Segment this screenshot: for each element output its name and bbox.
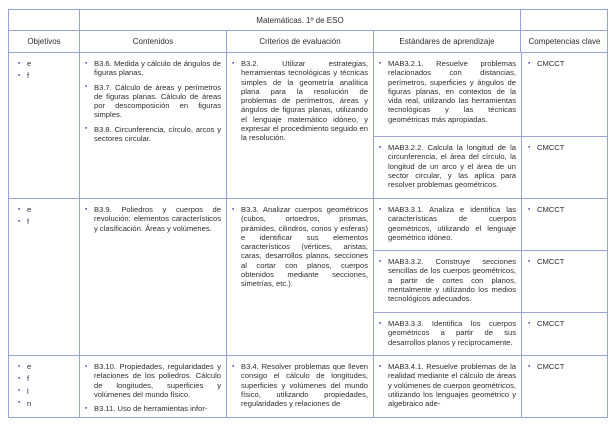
square-bullet-icon: ▪ — [85, 59, 88, 67]
item-list — [379, 257, 516, 303]
estandares-competencias-group — [373, 199, 608, 355]
item-text: f — [27, 71, 30, 81]
item-text: B3.2. Utilizar estrategias, herramientas tecnológicas y técnicas simples de la geometría analítica plana para la resolución de problemas de perímetros, áreas y ángulos de figuras planas, utilizando el lenguaje matemático idóneo, y expresar el procedimiento seguido en la resolución. — [241, 59, 368, 143]
list-item — [18, 71, 77, 80]
table-body — [9, 53, 607, 417]
square-bullet-icon: ▪ — [232, 205, 235, 213]
square-bullet-icon: ▪ — [528, 205, 531, 213]
item-text: n — [27, 398, 32, 408]
list-item — [379, 257, 516, 303]
list-item — [85, 83, 221, 120]
list-item — [18, 374, 77, 383]
item-list — [232, 362, 368, 408]
item-list — [18, 362, 77, 408]
competencias-cell — [521, 313, 609, 355]
item-list — [232, 59, 368, 143]
estandar-cell — [374, 53, 521, 136]
item-list — [85, 59, 221, 143]
square-bullet-icon: ▪ — [85, 205, 88, 213]
item-text: CMCCT — [537, 205, 565, 214]
square-bullet-icon: ▪ — [18, 374, 21, 382]
item-text: B3.6. Medida y cálculo de ángulos de figuras planas. — [94, 59, 221, 78]
square-bullet-icon: ▪ — [18, 387, 21, 395]
square-bullet-icon: ▪ — [379, 143, 382, 151]
list-item — [379, 319, 516, 347]
item-text: MAB3.4.1. Resuelve problemas de la realidad mediante el cálculo de áreas y volúmenes de cuerpos geométricos, utilizando los lenguajes geométrico y algebraico ade- — [388, 362, 516, 409]
item-list — [379, 362, 516, 408]
list-item — [528, 205, 607, 214]
item-text: B3.7. Cálculo de áreas y perímetros de figuras planas. Cálculo de áreas por descomposición en figuras simples. — [94, 82, 221, 120]
header-contenidos: Contenidos — [79, 31, 226, 52]
title-spacer-left — [9, 10, 79, 30]
curriculum-table — [8, 9, 608, 418]
item-list — [85, 362, 221, 413]
estandar-cell — [374, 313, 521, 355]
list-item — [85, 125, 221, 144]
competencias-cell — [521, 251, 609, 312]
estandar-subrow — [374, 136, 608, 198]
item-list — [528, 143, 607, 152]
table-row — [9, 53, 607, 199]
objetivos-cell — [9, 356, 79, 417]
item-list — [18, 205, 77, 227]
square-bullet-icon: ▪ — [232, 59, 235, 67]
item-text: e — [27, 362, 32, 371]
square-bullet-icon: ▪ — [379, 205, 382, 213]
list-item — [379, 205, 516, 242]
item-list — [528, 59, 607, 68]
item-text: MAB3.3.2. Construye secciones sencillas de los cuerpos geométricos, a partir de cortes con planos, mentalmente y utilizando los medios tecnológicos adecuados. — [388, 257, 516, 304]
item-text: f — [27, 217, 30, 227]
square-bullet-icon: ▪ — [528, 257, 531, 265]
item-text: CMCCT — [537, 362, 565, 371]
estandar-cell — [374, 137, 521, 198]
list-item — [379, 362, 516, 408]
square-bullet-icon: ▪ — [528, 362, 531, 370]
list-item — [232, 362, 368, 408]
square-bullet-icon: ▪ — [85, 125, 88, 133]
header-criterios: Criterios de evaluación — [226, 31, 373, 52]
list-item — [85, 205, 221, 233]
item-text: e — [27, 59, 32, 68]
item-list — [528, 362, 607, 371]
table-row — [9, 356, 607, 417]
contenidos-cell — [79, 356, 226, 417]
list-item — [528, 362, 607, 371]
square-bullet-icon: ▪ — [379, 362, 382, 370]
criterios-cell — [226, 53, 373, 198]
item-list — [379, 205, 516, 242]
square-bullet-icon: ▪ — [18, 362, 21, 370]
item-text: B3.9. Poliedros y cuerpos de revolución: elementos característicos y clasificación. Áreas y volúmenes. — [94, 205, 221, 233]
list-item — [18, 387, 77, 396]
header-objetivos: Objetivos — [27, 37, 61, 46]
square-bullet-icon: ▪ — [528, 143, 531, 151]
item-list — [528, 257, 607, 266]
item-text: B3.8. Circunferencia, círculo, arcos y sectores circular. — [94, 124, 221, 144]
table-title: Matemáticas. 1º de ESO — [79, 10, 520, 30]
list-item — [18, 59, 77, 68]
square-bullet-icon: ▪ — [85, 404, 88, 412]
item-list — [232, 205, 368, 289]
item-list — [85, 205, 221, 233]
square-bullet-icon: ▪ — [85, 83, 88, 91]
square-bullet-icon: ▪ — [18, 399, 21, 407]
list-item — [85, 362, 221, 399]
list-item — [85, 404, 221, 413]
list-item — [18, 205, 77, 214]
estandar-cell — [374, 251, 521, 312]
list-item — [528, 59, 607, 68]
estandar-subrow — [374, 250, 608, 312]
square-bullet-icon: ▪ — [379, 59, 382, 67]
list-item — [528, 143, 607, 152]
item-text: l — [27, 386, 29, 396]
item-text: MAB3.3.3. Identifica los cuerpos geométricos a partir de sus desarrollos planos y recíprocamente. — [388, 319, 516, 347]
item-list — [379, 59, 516, 124]
list-item — [18, 399, 77, 408]
item-list — [18, 59, 77, 81]
list-item — [85, 59, 221, 78]
square-bullet-icon: ▪ — [528, 59, 531, 67]
item-text: CMCCT — [537, 59, 565, 68]
square-bullet-icon: ▪ — [18, 59, 21, 67]
estandares-competencias-group — [373, 356, 607, 417]
contenidos-cell — [79, 199, 226, 355]
table-row — [9, 199, 607, 356]
title-spacer-right — [520, 10, 608, 30]
competencias-cell — [521, 53, 609, 136]
item-text: B3.11. Uso de herramientas infor- — [94, 404, 208, 414]
list-item — [528, 257, 607, 266]
item-list — [528, 205, 607, 214]
list-item — [232, 205, 368, 289]
square-bullet-icon: ▪ — [379, 257, 382, 265]
header-competencias: Competencias clave — [520, 31, 608, 52]
criterios-cell — [226, 356, 373, 417]
item-text: MAB3.2.1. Resuelve problemas relacionados con distancias, perímetros, superficies y ángulos de figuras planas, en contextos de la vida real, utilizando las herramientas tecnológicas y las técnicas geométricas más apropiadas. — [388, 59, 516, 124]
list-item — [379, 59, 516, 124]
square-bullet-icon: ▪ — [18, 217, 21, 225]
item-list — [379, 143, 516, 189]
criterios-cell — [226, 199, 373, 355]
item-text: B3.10. Propiedades, regularidades y relaciones de los poliedros. Cálculo de longitudes, superficies y volúmenes del mundo físico. — [94, 362, 221, 399]
table-title-row — [9, 10, 607, 31]
estandar-cell — [374, 199, 521, 250]
item-list — [379, 319, 516, 347]
item-text: CMCCT — [537, 257, 565, 266]
estandar-subrow — [374, 312, 608, 355]
estandar-subrow — [374, 199, 608, 250]
estandar-cell — [374, 356, 521, 417]
objetivos-cell — [9, 199, 79, 355]
item-text: e — [27, 205, 32, 214]
square-bullet-icon: ▪ — [18, 205, 21, 213]
item-text: B3.4. Resolver problemas que lleven consigo el cálculo de longitudes, superficies y volúmenes del mundo físico, utilizando propiedades, regularidades y relaciones de — [241, 362, 368, 409]
square-bullet-icon: ▪ — [85, 362, 88, 370]
item-text: CMCCT — [537, 143, 565, 152]
item-text: MAB3.2.2. Calcula la longitud de la circunferencia, el área del círculo, la longitud de un arco y el área de un sector circular, y las aplica para resolver problemas geométricos. — [388, 143, 516, 190]
square-bullet-icon: ▪ — [18, 71, 21, 79]
list-item — [18, 217, 77, 226]
objetivos-cell — [9, 53, 79, 198]
item-text: B3.3. Analizar cuerpos geométricos (cubos, ortoedros, prismas, pirámides, cilindros, conos y esferas) e identificar sus elementos característicos (vértices, aristas, caras, desarrollos planos, secciones al cortar con planos, cuerpos obtenidos mediante secciones, simetrías, etc.). — [241, 205, 368, 289]
competencias-cell — [521, 199, 609, 250]
contenidos-cell — [79, 53, 226, 198]
column-header-row — [9, 31, 607, 53]
competencias-cell — [521, 356, 607, 417]
estandar-subrow — [374, 356, 607, 417]
list-item — [528, 319, 607, 328]
item-list — [528, 319, 607, 328]
item-text: MAB3.3.1. Analiza e identifica las características de cuerpos geométricos, utilizando el lenguaje geométrico idóneo. — [388, 205, 516, 242]
item-text: f — [27, 374, 30, 384]
list-item — [18, 362, 77, 371]
square-bullet-icon: ▪ — [232, 362, 235, 370]
estandares-competencias-group — [373, 53, 608, 198]
item-text: CMCCT — [537, 319, 565, 328]
square-bullet-icon: ▪ — [379, 319, 382, 327]
square-bullet-icon: ▪ — [528, 319, 531, 327]
estandar-subrow — [374, 53, 608, 136]
list-item — [232, 59, 368, 143]
header-estandares: Estándares de aprendizaje — [373, 31, 520, 52]
competencias-cell — [521, 137, 609, 198]
list-item — [379, 143, 516, 189]
